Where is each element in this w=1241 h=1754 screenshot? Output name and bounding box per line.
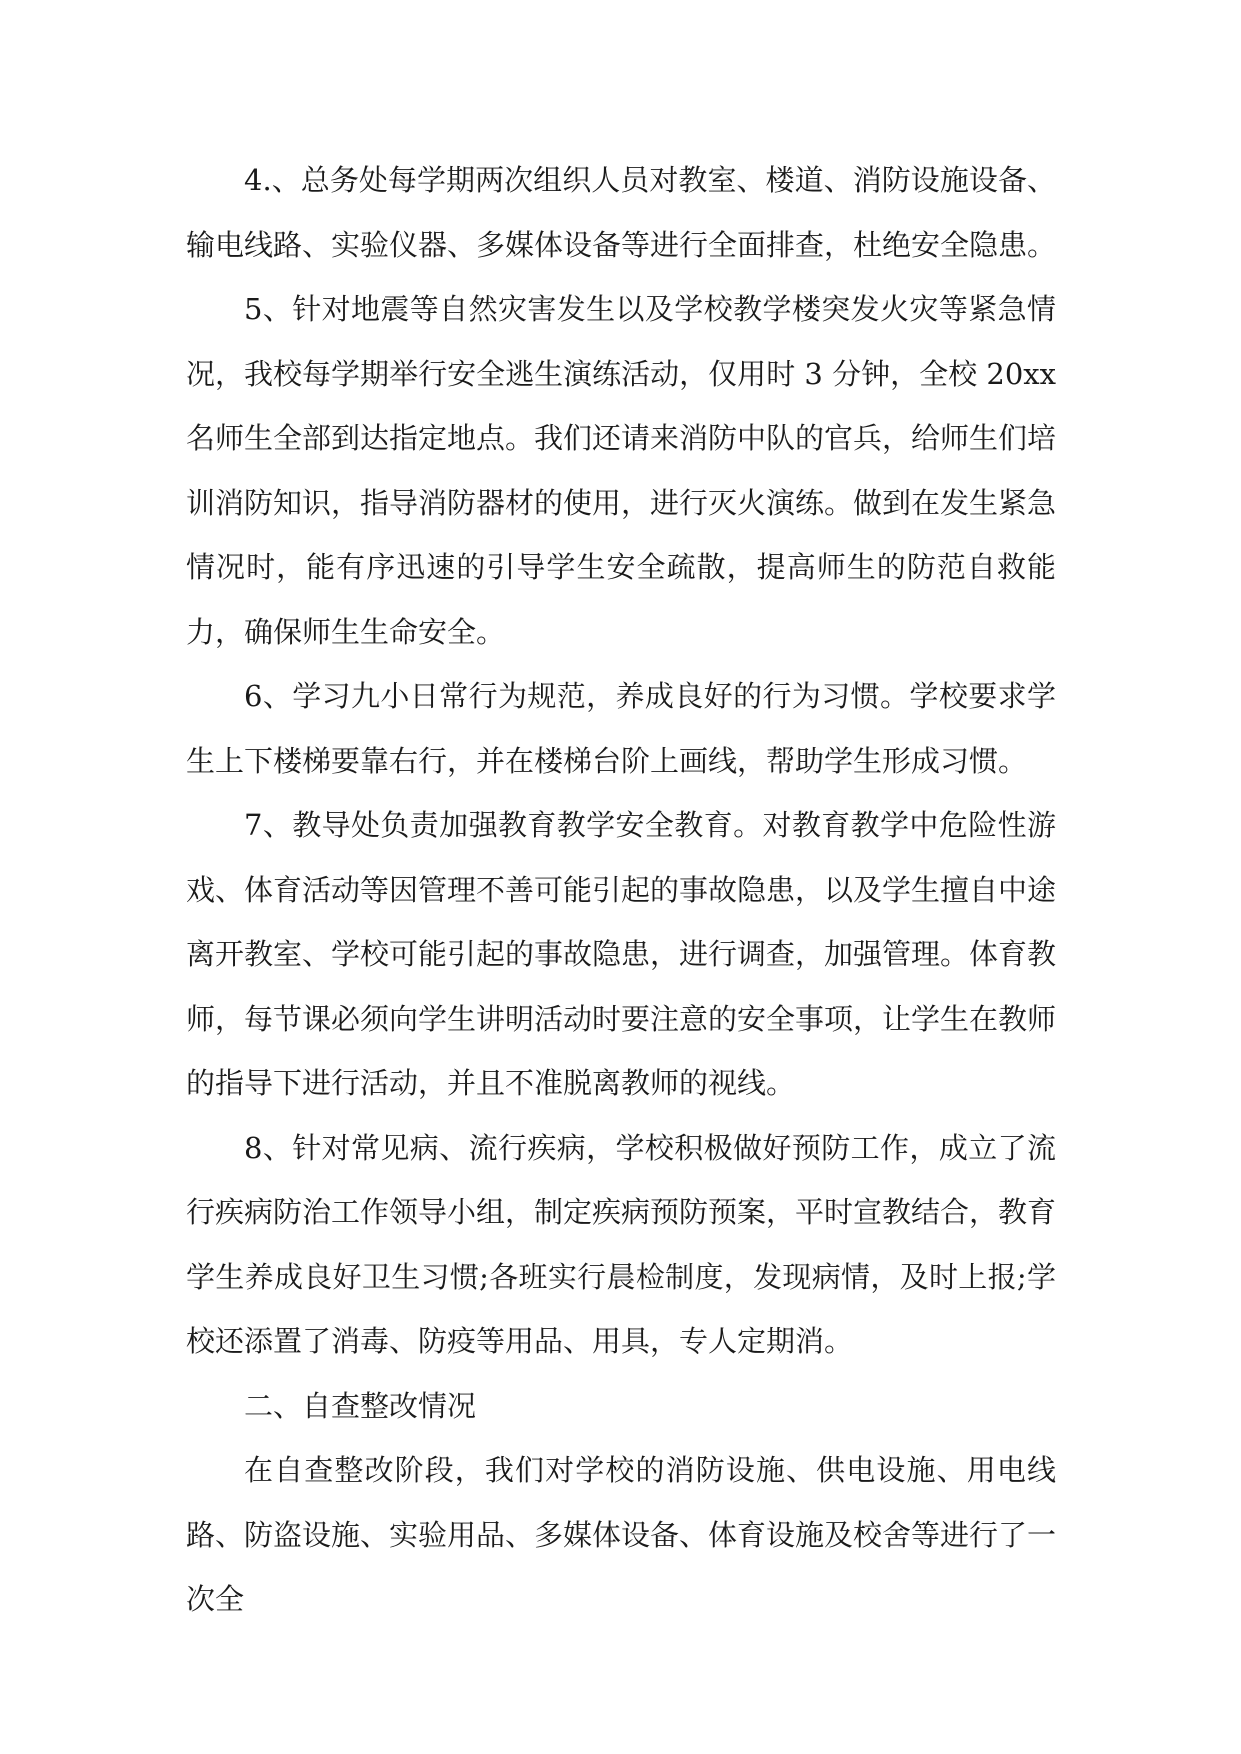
paragraph-item-4: 4.、总务处每学期两次组织人员对教室、楼道、消防设施设备、输电线路、实验仪器、多媒体设备等进行全面排查，杜绝安全隐患。 [186,163,1057,262]
document-body [186,148,1056,1632]
section-heading: 二、自查整改情况 [244,1388,477,1423]
paragraph-item-6: 6、学习九小日常行为规范，养成良好的行为习惯。学校要求学生上下楼梯要靠右行，并在楼梯台阶上画线，帮助学生形成习惯。 [186,679,1056,778]
paragraph-item-7: 7、教导处负责加强教育教学安全教育。对教育教学中危险性游戏、体育活动等因管理不善可能引起的事故隐患，以及学生擅自中途离开教室、学校可能引起的事故隐患，进行调查，加强管理。体育教师，每节课必须向学生讲明活动时要注意的安全事项，让学生在教师的指导下进行活动，并且不准脱离教师的视线。 [186,808,1057,1100]
paragraph-item-5: 5、针对地震等自然灾害发生以及学校教学楼突发火灾等紧急情况，我校每学期举行安全逃生演练活动，仅用时 3 分钟，全校 20xx 名师生全部到达指定地点。我们还请来消防中队的官兵，给师生们培训消防知识，指导消防器材的使用，进行灭火演练。做到在发生紧急情况时，能有序迅速的引导学生安全疏散，提高师生的防范自救能力，确保师生生命安全。 [186,292,1057,649]
paragraph-item-8: 8、针对常见病、流行疾病，学校积极做好预防工作，成立了流行疾病防治工作领导小组，制定疾病预防预案，平时宣教结合，教育学生养成良好卫生习惯;各班实行晨检制度，发现病情，及时上报;学校还添置了消毒、防疫等用品、用具，专人定期消。 [186,1130,1057,1358]
paragraph-rectification: 在自查整改阶段，我们对学校的消防设施、供电设施、用电线路、防盗设施、实验用品、多媒体设备、体育设施及校舍等进行了一次全 [186,1453,1057,1616]
